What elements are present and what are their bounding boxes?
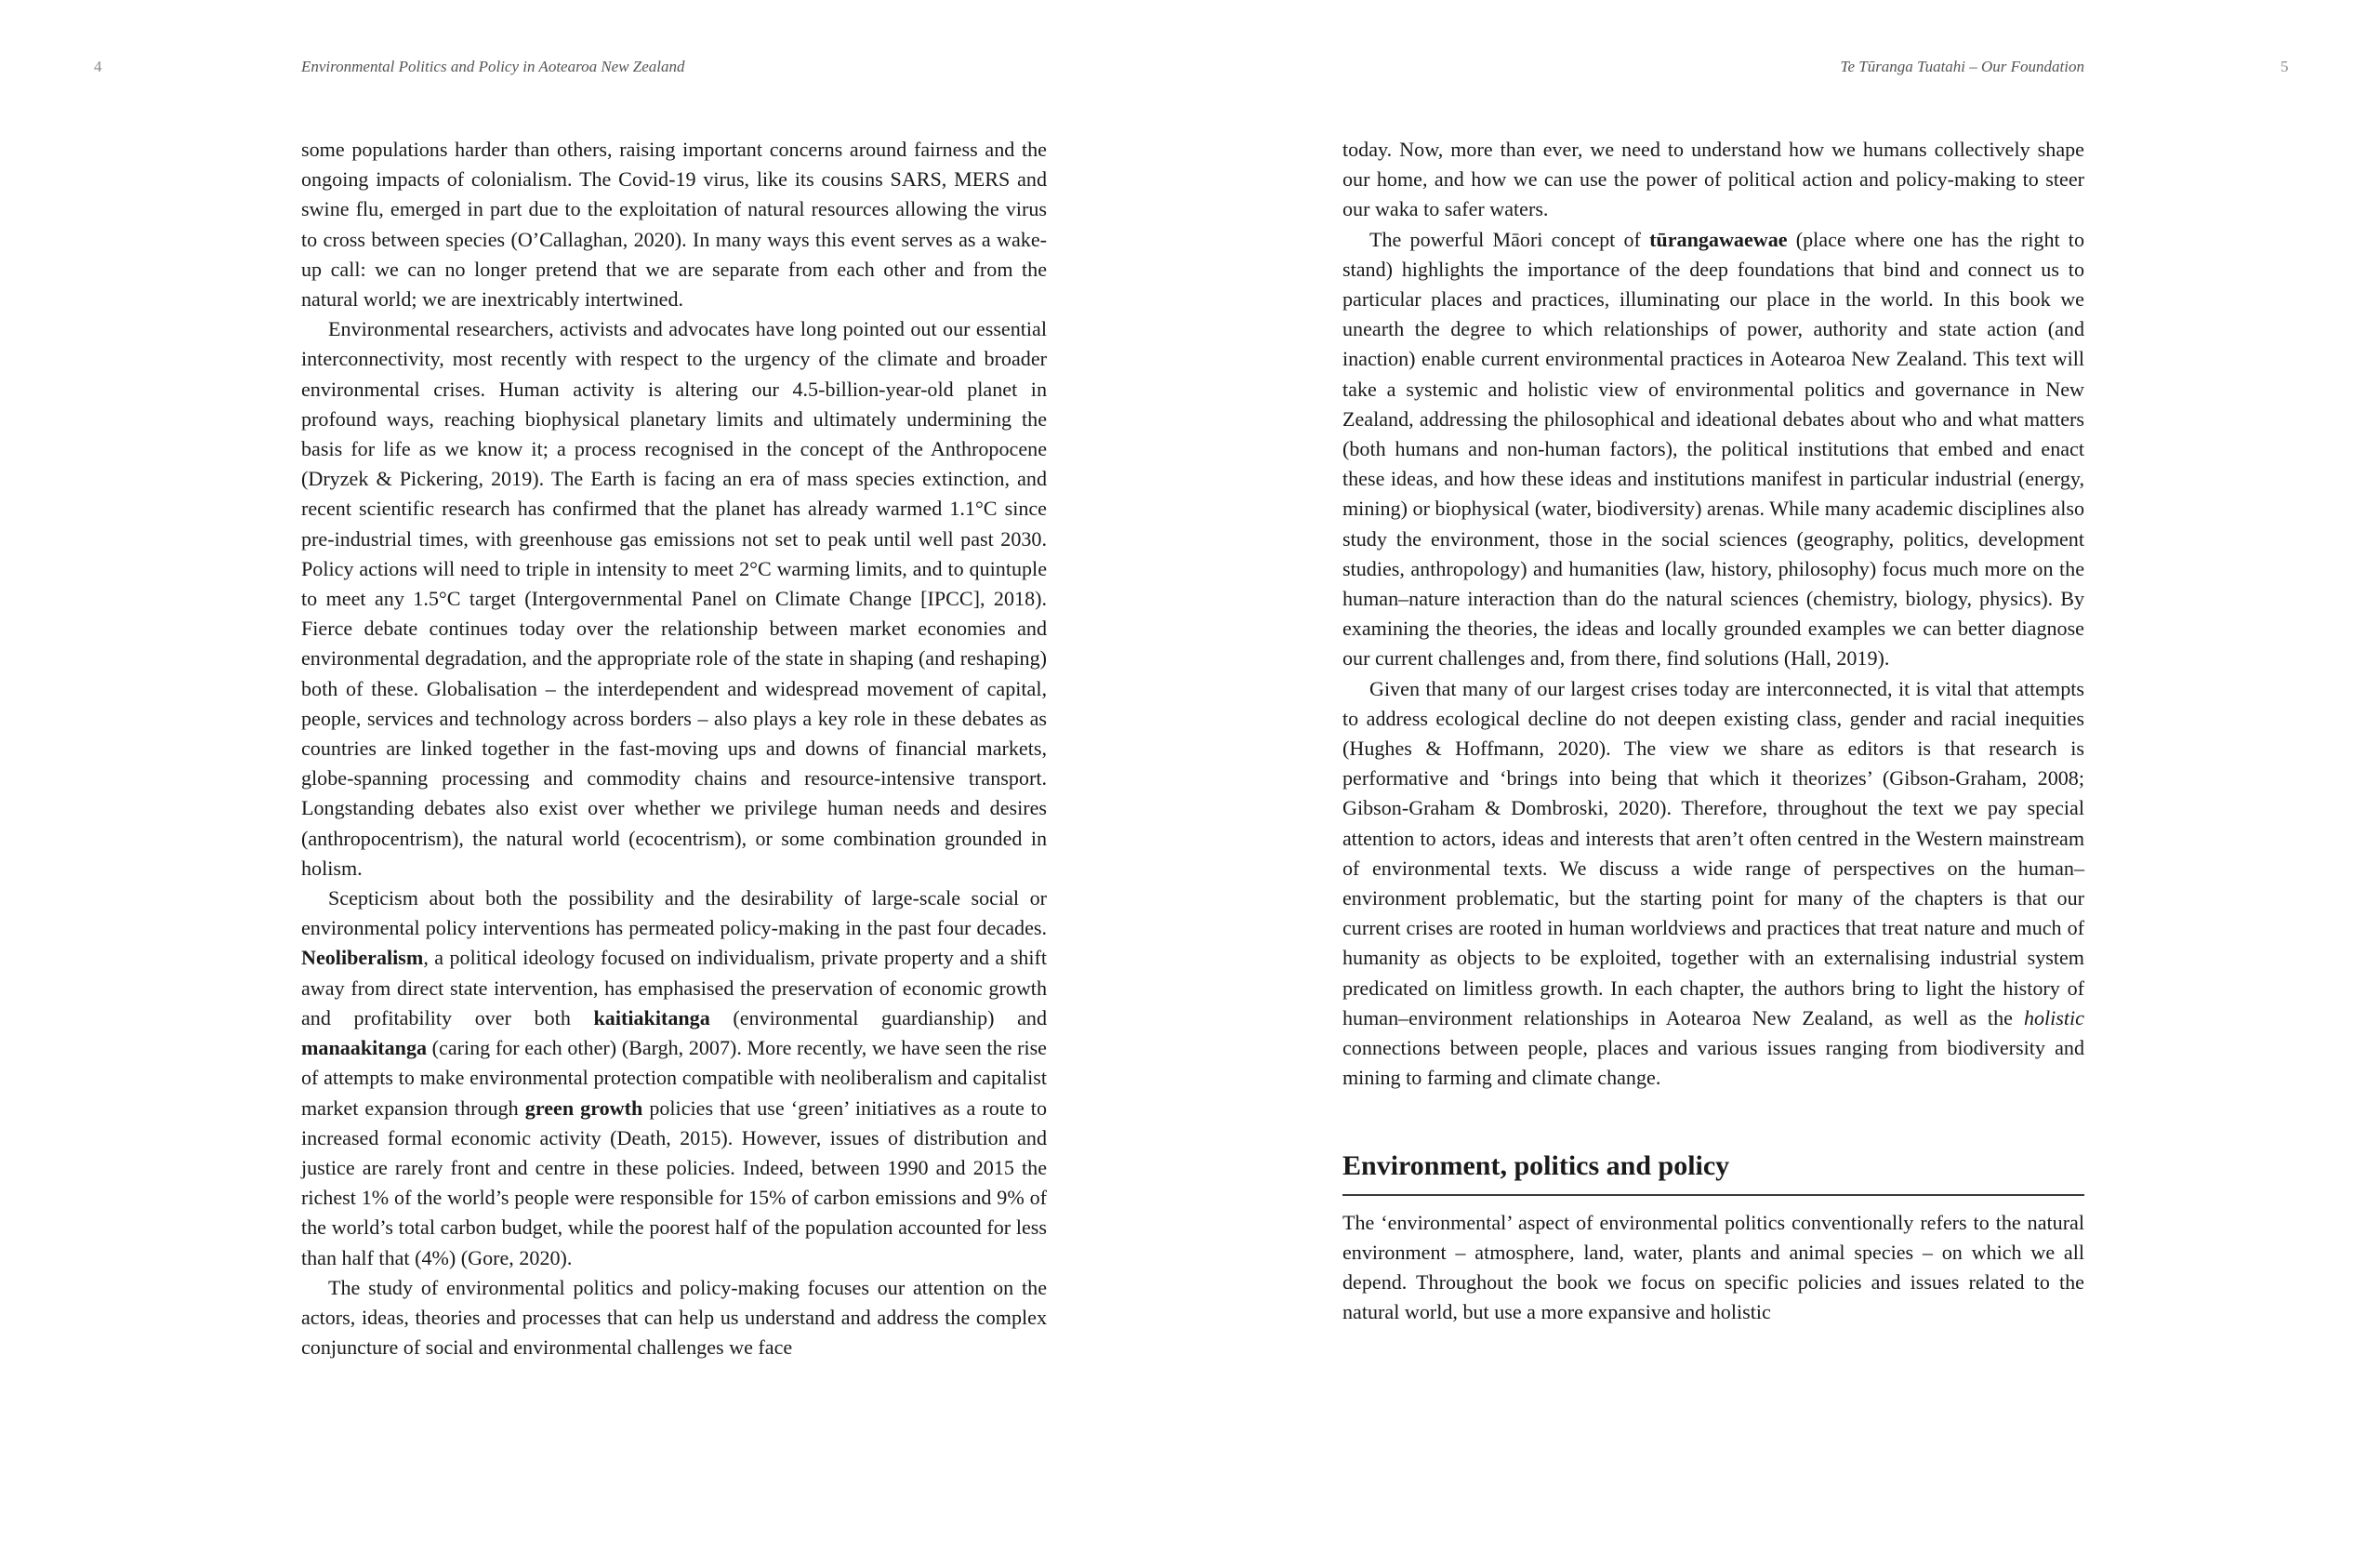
- right-paragraph: [1342, 674, 2084, 1094]
- text-run: policies that use ‘green’ initiatives as a route to increased formal economic activity (Death, 2015). However, issues of distribution and justice are rarely front and centre in these policies. Indeed, between 1990 and 2015 the richest 1% of the world’s people were responsible for 15% of carbon emissions and 9% of the world’s total carbon budget, while the poorest half of the population accounted for less than half that (4%) (Gore, 2020).: [301, 1096, 1047, 1269]
- left-paragraph: [301, 135, 1047, 314]
- bold-term: green growth: [524, 1096, 643, 1120]
- right-running-head: Te Tūranga Tuatahi – Our Foundation: [1840, 58, 2084, 75]
- left-paragraph: [301, 1273, 1047, 1363]
- right-paragraph: [1342, 225, 2084, 674]
- text-run: some populations harder than others, raising important concerns around fairness and the ongoing impacts of colonialism. The Covid-19 virus, like its cousins SARS, MERS and swine flu, emerged in part due to the exploitation of natural resources allowing the virus to cross between species (O’Callaghan, 2020). In many ways this event serves as a wake-up call: we can no longer pretend that we are separate from each other and from the natural world; we are inextricably intertwined.: [301, 138, 1047, 312]
- left-running-head: Environmental Politics and Policy in Aotearoa New Zealand: [301, 58, 685, 75]
- text-run: connections between people, places and various issues ranging from biodiversity and mining to farming and climate change.: [1342, 1036, 2084, 1090]
- right-paragraph: [1342, 135, 2084, 225]
- left-page-body: [301, 135, 1047, 1362]
- text-run: today. Now, more than ever, we need to understand how we humans collectively shape our home, and how we can use the power of political action and policy-making to steer our waka to safer waters.: [1342, 138, 2084, 221]
- right-page-number: 5: [2281, 58, 2289, 75]
- text-run: Environmental researchers, activists and advocates have long pointed out our essential interconnectivity, most recently with respect to the urgency of the climate and broader environmental crises. Human activity is altering our 4.5-billion-year-old planet in profound ways, reaching biophysical planetary limits and ultimately undermining the basis for life as we know it; a process recognised in the concept of the Anthropocene (Dryzek & Pickering, 2019). The Earth is facing an era of mass species extinction, and recent scientific research has confirmed that the planet has already warmed 1.1°C since pre-industrial times, with greenhouse gas emissions not set to peak until well past 2030. Policy actions will need to triple in intensity to meet 2°C warming limits, and to quintuple to meet any 1.5°C target (Intergovernmental Panel on Climate Change [IPCC], 2018). Fierce debate continues today over the relationship between market economies and environmental degradation, and the appropriate role of the state in shaping (and reshaping) both of these. Globalisation – the interdependent and widespread movement of capital, people, services and technology across borders – also plays a key role in these debates as countries are linked together in the fast-moving ups and downs of financial markets, globe-spanning processing and commodity chains and resource-intensive transport. Longstanding debates also exist over whether we privilege human needs and desires (anthropocentrism), the natural world (ecocentrism), or some combination grounded in holism.: [301, 317, 1047, 880]
- text-run: The ‘environmental’ aspect of environmental politics conventionally refers to the natural environment – atmosphere, land, water, plants and animal species – on which we all depend. Throughout the book we focus on specific policies and issues related to the natural world, but use a more expansive and holistic: [1342, 1210, 2084, 1324]
- left-page-number: 4: [94, 58, 102, 75]
- section-heading: Environment, politics and policy: [1342, 1149, 2084, 1196]
- bold-term: tūrangawaewae: [1649, 227, 1788, 251]
- text-run: The study of environmental politics and policy-making focuses our attention on the actors, ideas, theories and processes that can help us understand and address the complex conjuncture of social and environmental challenges we face: [301, 1275, 1047, 1360]
- right-page-body: [1342, 135, 2084, 1327]
- italic-term: holistic: [2023, 1005, 2084, 1029]
- section-paragraphs: [1342, 1208, 2084, 1328]
- section-paragraph: [1342, 1208, 2084, 1328]
- right-page-paragraphs: [1342, 135, 2084, 1094]
- text-run: (caring for each other) (Bargh, 2007). More recently, we have seen the rise of attempts to make environmental protection compatible with neoliberalism and capitalist market expansion through: [301, 1036, 1047, 1120]
- bold-term: Neoliberalism: [301, 946, 424, 970]
- left-paragraph: [301, 314, 1047, 883]
- text-run: (place where one has the right to stand) highlights the importance of the deep foundations that bind and connect us to particular places and practices, illuminating our place in the world. In this book we unearth the degree to which relationships of power, authority and state action (and inaction) enable current environmental practices in Aotearoa New Zealand. This text will take a systemic and holistic view of environmental politics and governance in New Zealand, addressing the philosophical and ideational debates about who and what matters (both humans and non-human factors), the political institutions that embed and enact these ideas, and how these ideas and institutions manifest in particular industrial (energy, mining) or biophysical (water, biodiversity) arenas. While many academic disciplines also study the environment, those in the social sciences (geography, politics, development studies, anthropology) and humanities (law, history, philosophy) focus much more on the human–nature interaction than do the natural sciences (chemistry, biology, physics). By examining the theories, the ideas and locally grounded examples we can better diagnose our current challenges and, from there, find solutions (Hall, 2019).: [1342, 227, 2084, 671]
- text-run: The powerful Māori concept of: [1369, 227, 1650, 251]
- left-paragraph: [301, 883, 1047, 1273]
- text-run: Given that many of our largest crises today are interconnected, it is vital that attempts to address ecological decline do not deepen existing class, gender and racial inequities (Hughes & Hoffmann, 2020). The view we share as editors is that research is performative and ‘brings into being that which it theorizes’ (Gibson-Graham, 2008; Gibson-Graham & Dombroski, 2020). Therefore, throughout the text we pay special attention to actors, ideas and interests that aren’t often centred in the Western mainstream of environmental texts. We discuss a wide range of perspectives on the human–environment problematic, but the starting point for many of the chapters is that our current crises are rooted in human worldviews and practices that treat nature and much of humanity as objects to be exploited, together with an externalising industrial system predicated on limitless growth. In each chapter, the authors bring to light the history of human–environment relationships in Aotearoa New Zealand, as well as the: [1342, 676, 2084, 1029]
- text-run: (environmental guardianship) and: [709, 1005, 1047, 1029]
- text-run: , a political ideology focused on individualism, private property and a shift away from direct state intervention, has emphasised the preservation of economic growth and profitability over both: [301, 946, 1047, 1029]
- text-run: Scepticism about both the possibility and the desirability of large-scale social or environmental policy interventions has permeated policy-making in the past four decades.: [301, 886, 1047, 940]
- bold-term: manaakitanga: [301, 1036, 428, 1060]
- bold-term: kaitiakitanga: [593, 1005, 710, 1029]
